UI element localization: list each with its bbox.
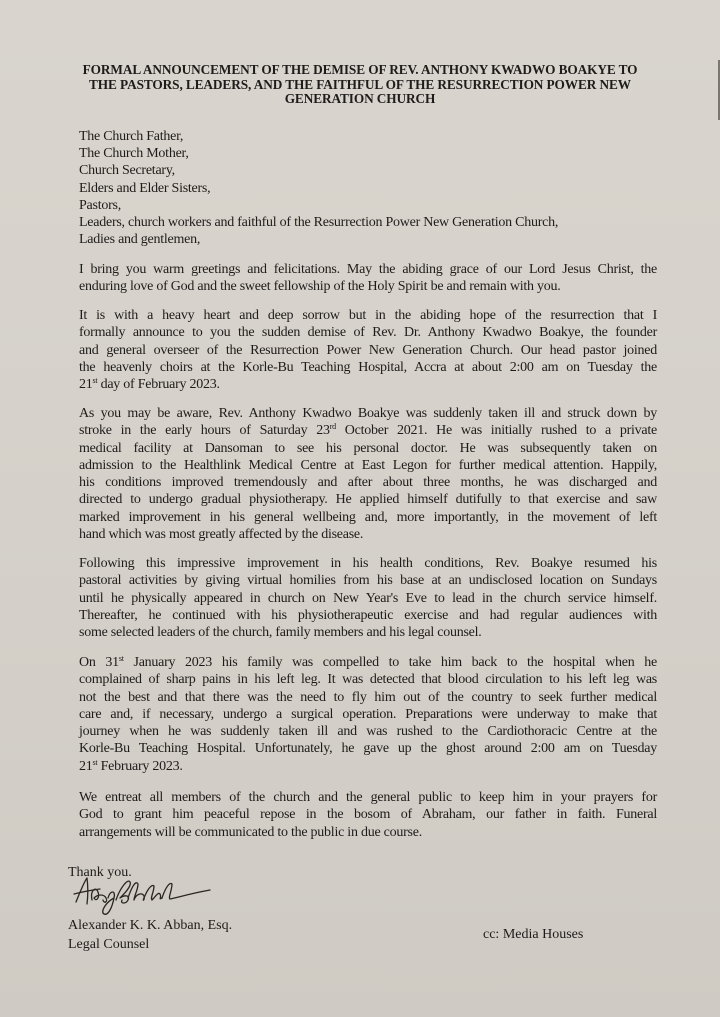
salutation-block — [79, 128, 558, 248]
announcement-paragraph — [79, 307, 657, 393]
paragraph-line: God to grant him peaceful repose in the bosom of Abraham, our father in faith. Funeral — [79, 807, 657, 823]
ordinal-suffix: st — [92, 376, 98, 386]
paragraph-line: Korle-Bu Teaching Hospital. Unfortunately, he gave up the ghost around 2:00 am on Tuesday — [79, 741, 657, 757]
greeting-paragraph — [79, 261, 657, 296]
paragraph-line — [79, 376, 657, 393]
salutation-line: Church Secretary, — [79, 163, 175, 179]
date-day: 21 — [79, 377, 93, 393]
date-rest: February 2023. — [97, 758, 183, 774]
final-events-paragraph — [79, 654, 657, 775]
paragraph-line: medical facility at Dansoman to see his personal doctor. He was subsequently taken on — [79, 440, 657, 456]
paragraph-line: Following this impressive improvement in his health conditions, Rev. Boakye resumed his — [79, 556, 657, 571]
title-line: FORMAL ANNOUNCEMENT OF THE DEMISE OF REV. ANTHONY KWADWO BOAKYE TO — [82, 62, 638, 77]
signer-name: Alexander K. K. Abban, Esq. — [68, 918, 233, 933]
paragraph-line: care and, if necessary, undergo a surgical operation. Preparations were underway to make that — [79, 706, 657, 722]
paragraph-line: As you may be aware, Rev. Anthony Kwadwo Boakye was suddenly taken ill and struck down by — [79, 406, 657, 421]
salutation-line: Leaders, church workers and faithful of the Resurrection Power New Generation Church, — [79, 214, 559, 230]
paragraph-line: Thereafter, he continued with his physiotherapeutic exercise and had regular audiences with — [79, 607, 657, 623]
line-text: On 31 — [79, 655, 119, 670]
paragraph-line: the heavenly choirs at the Korle-Bu Teaching Hospital, Accra at about 2:00 am on Tuesday the — [79, 359, 657, 375]
announcement-title — [80, 63, 640, 107]
line-text: January 2023 his family was compelled to take him back to the hospital when he — [123, 655, 657, 670]
salutation-line: Ladies and gentlemen, — [79, 232, 201, 248]
paragraph-line: journey when he was suddenly taken ill and was rushed to the Cardiothoracic Centre at the — [79, 724, 657, 740]
signer-title: Legal Counsel — [68, 936, 150, 952]
ordinal-suffix: st — [92, 757, 98, 767]
paragraph-line — [79, 422, 657, 439]
paragraph-line — [79, 758, 657, 775]
paragraph-line: complained of sharp pains in his left leg. It was detected that blood circulation to his left leg was — [79, 672, 657, 688]
title-line: THE PASTORS, LEADERS, AND THE FAITHFUL OF THE RESURRECTION POWER NEW — [89, 76, 631, 92]
paragraph-line: I bring you warm greetings and felicitations. May the abiding grace of our Lord Jesus Christ, the — [79, 262, 657, 277]
ordinal-suffix: st — [118, 654, 124, 663]
paragraph-line: marked improvement in his general wellbeing and, more importantly, in the movement of left — [79, 509, 657, 525]
date-rest: day of February 2023. — [97, 377, 220, 393]
recovery-paragraph — [79, 555, 657, 641]
paragraph-line: We entreat all members of the church and the general public to keep him in your prayers for — [79, 790, 657, 805]
line-text: stroke in the early hours of Saturday 23 — [79, 423, 330, 439]
paragraph-line: some selected leaders of the church, family members and his legal counsel. — [79, 625, 482, 641]
illness-history-paragraph — [79, 405, 657, 543]
cc-line: cc: Media Houses — [483, 927, 584, 942]
paragraph-line: until he physically appeared in church on New Year's Eve to lead in the church service himself. — [79, 590, 657, 606]
paragraph-line: formally announce to you the sudden demise of Rev. Dr. Anthony Kwadwo Boakye, the founder — [79, 325, 657, 341]
prayer-request-paragraph — [79, 789, 657, 841]
title-line: GENERATION CHURCH — [284, 91, 436, 107]
date-day: 21 — [79, 758, 93, 774]
paragraph-line: directed to undergo gradual physiotherapy. He applied himself dutifully to that exercise and saw — [79, 492, 657, 508]
line-text: October 2021. He was initially rushed to a private — [335, 423, 657, 439]
paragraph-line: pastoral activities by giving virtual homilies from his base at an undisclosed location on Sundays — [79, 573, 657, 589]
paragraph-line: his conditions improved tremendously and after about three months, he was discharged and — [79, 475, 657, 491]
salutation-line: The Church Father, — [79, 129, 184, 144]
paragraph-line: and general overseer of the Resurrection Power New Generation Church. Our head pastor joined — [79, 342, 657, 358]
paragraph-line: hand which was most greatly affected by the disease. — [79, 527, 364, 543]
salutation-line: Elders and Elder Sisters, — [79, 180, 211, 196]
signer-block — [68, 917, 232, 954]
paragraph-line: admission to the Healthlink Medical Centre at East Legon for further medical attention. Happily, — [79, 457, 657, 473]
salutation-line: Pastors, — [79, 197, 121, 213]
paragraph-line — [79, 654, 657, 671]
salutation-line: The Church Mother, — [79, 146, 189, 162]
handwritten-signature — [70, 872, 220, 920]
paragraph-line: not the best and that there was the need to fly him out of the country to seek further medical — [79, 689, 657, 705]
paragraph-line: arrangements will be communicated to the public in due course. — [79, 824, 422, 840]
closing-text: Thank you. — [68, 865, 132, 880]
paragraph-line: It is with a heavy heart and deep sorrow but in the abiding hope of the resurrection that I — [79, 308, 657, 323]
ordinal-suffix: rd — [329, 422, 336, 432]
paragraph-line: enduring love of God and the sweet fellowship of the Holy Spirit be and remain with you. — [79, 279, 561, 295]
